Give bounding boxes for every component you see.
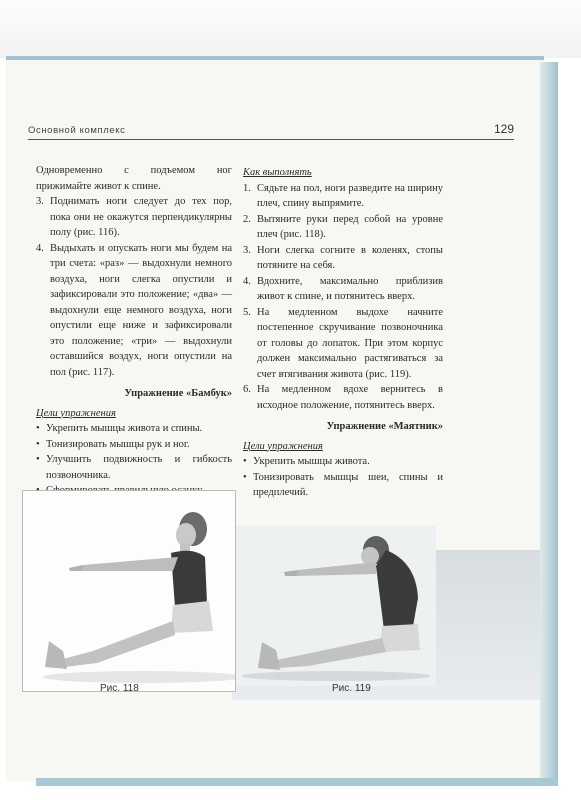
exercise-heading: Упражнение «Бамбук» <box>124 388 232 399</box>
figure-118-photo <box>22 490 236 692</box>
step-text: Сядьте на пол, ноги разведите на ширину плеч, спину выпрямите. <box>257 182 443 209</box>
right-column <box>243 163 443 501</box>
goals-subheading: Цели упражнения <box>36 407 116 419</box>
figure-caption: Рис. 118 <box>100 683 139 694</box>
step-number: 1. <box>243 182 251 194</box>
step-text: Ноги слегка согните в коленях, стопы потяните на себя. <box>257 244 443 271</box>
figures-area <box>22 490 540 700</box>
step-text: Вдохните, максимально приблизив живот к спине, и потянитесь вверх. <box>257 275 443 302</box>
step-number: 3. <box>36 196 44 207</box>
seated-woman-spine-curl-illustration <box>236 526 436 686</box>
step-number: 3. <box>243 244 251 256</box>
book-cover-bottom-edge <box>36 778 558 786</box>
step-text: На медленном выдохе начните постепенное скручивание позвоночника от головы до лопаток. При этом корпус должен максимально растягиваться за счет втягивания живота (рис. 119). <box>257 306 443 380</box>
goals-subheading: Цели упражнения <box>243 440 323 452</box>
section-title: Основной комплекс <box>28 125 126 136</box>
howto-subheading: Как выполнять <box>243 167 312 178</box>
goal-text: Тонизировать мышцы рук и ног. <box>46 438 190 450</box>
seated-woman-arms-forward-illustration <box>23 491 235 691</box>
goal-text: Укрепить мышцы живота и спины. <box>46 423 203 434</box>
step-number: 4. <box>243 275 251 287</box>
list-item <box>243 212 443 243</box>
scan-background <box>0 0 581 58</box>
list-item <box>36 452 232 483</box>
bullet-icon: • <box>36 438 40 450</box>
step-text: Выдыхать и опускать ноги мы будем на три счета: «раз» — выдохнули немного воздуха, ноги слегка опустили и зафиксировали это положение; «два» — выдохнули еще немного воздуха, ноги опустили еще ниже и зафиксировали это положение; «три» — выдохнули оставшийся воздух, ноги опустили на пол (рис. 117). <box>50 242 232 378</box>
step-text: На медленном вдохе вернитесь в исходное положение, потянитесь вверх. <box>257 384 443 411</box>
bullet-icon: • <box>243 456 247 467</box>
left-column <box>36 163 232 499</box>
book-cover-edge <box>540 62 558 780</box>
bullet-icon: • <box>243 471 247 483</box>
list-item <box>243 274 443 305</box>
step-number: 4. <box>36 242 44 254</box>
step-number: 5. <box>243 306 251 318</box>
list-item <box>36 421 232 437</box>
step-text: Поднимать ноги следует до тех пор, пока они не окажутся перпендикулярны полу (рис. 116). <box>50 196 232 238</box>
page-number: 129 <box>493 122 514 136</box>
list-item <box>243 181 443 212</box>
step-text: Вытяните руки перед собой на уровне плеч (рис. 118). <box>257 213 443 240</box>
list-item <box>243 454 443 470</box>
list-item <box>243 305 443 383</box>
figure-caption: Рис. 119 <box>332 683 371 694</box>
goal-text: Улучшить подвижность и гибкость позвоночника. <box>46 454 232 481</box>
list-item <box>36 194 232 241</box>
step-number: 2. <box>243 213 251 225</box>
list-item <box>36 437 232 453</box>
paragraph: Одновременно с подъемом ног прижимайте живот к спине. <box>36 165 232 192</box>
bullet-icon: • <box>36 454 40 465</box>
list-item <box>36 241 232 381</box>
goal-text: Тонизировать мышцы шеи, спины и предплечий. <box>253 471 443 498</box>
figure-119-photo <box>236 526 436 686</box>
list-item <box>243 382 443 413</box>
bullet-icon: • <box>36 423 40 434</box>
goal-text: Укрепить мышцы живота. <box>253 456 370 467</box>
step-number: 6. <box>243 384 251 395</box>
exercise-heading: Упражнение «Маятник» <box>326 421 443 432</box>
running-head <box>28 122 514 140</box>
list-item <box>243 243 443 274</box>
